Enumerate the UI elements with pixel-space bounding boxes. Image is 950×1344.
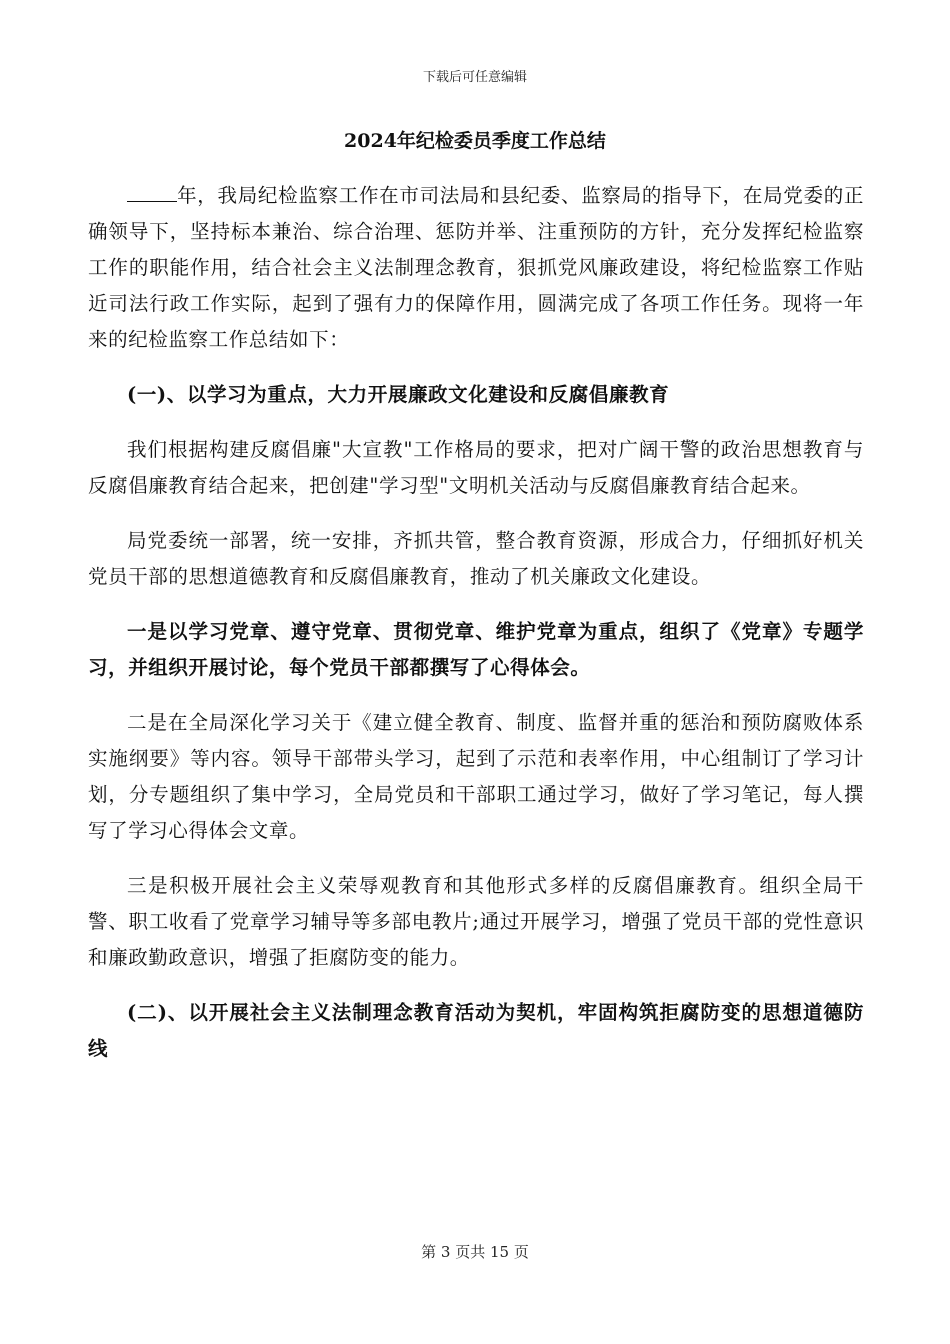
- paragraph-4-bold: 一是以学习党章、遵守党章、贯彻党章、维护党章为重点，组织了《党章》专题学习，并组织开展讨论，每个党员干部都撰写了心得体会。: [88, 620, 864, 679]
- page-footer: 第 3 页共 15 页: [421, 1243, 529, 1261]
- paragraph-3: 局党委统一部署，统一安排，齐抓共管，整合教育资源，形成合力，仔细抓好机关党员干部的思想道德教育和反腐倡廉教育，推动了机关廉政文化建设。: [88, 529, 864, 588]
- paragraph-5: 二是在全局深化学习关于《建立健全教育、制度、监督并重的惩治和预防腐败体系实施纲要》等内容。领导干部带头学习，起到了示范和表率作用，中心组制订了学习计划，分专题组织了集中学习，全局党员和干部职工通过学习，做好了学习笔记，每人撰写了学习心得体会文章。: [88, 711, 864, 842]
- paragraph-2: 我们根据构建反腐倡廉"大宣教"工作格局的要求，把对广阔干警的政治思想教育与反腐倡廉教育结合起来，把创建"学习型"文明机关活动与反腐倡廉教育结合起来。: [88, 438, 864, 497]
- document-body: [88, 178, 864, 1086]
- document-title: 2024年纪检委员季度工作总结: [344, 130, 606, 152]
- page-header: 下载后可任意编辑: [422, 70, 527, 85]
- fill-blank: [127, 181, 177, 202]
- section-heading-2: (二)、以开展社会主义法制理念教育活动为契机，牢固构筑拒腐防变的思想道德防线: [88, 1001, 864, 1060]
- intro-paragraph: [88, 178, 864, 358]
- paragraph-6: 三是积极开展社会主义荣辱观教育和其他形式多样的反腐倡廉教育。组织全局干警、职工收看了党章学习辅导等多部电教片;通过开展学习，增强了党员干部的党性意识和廉政勤政意识，增强了拒腐防变的能力。: [88, 874, 864, 969]
- intro-text: 年，我局纪检监察工作在市司法局和县纪委、监察局的指导下，在局党委的正确领导下，坚持标本兼治、综合治理、惩防并举、注重预防的方针，充分发挥纪检监察工作的职能作用，结合社会主义法制理念教育，狠抓党风廉政建设，将纪检监察工作贴近司法行政工作实际，起到了强有力的保障作用，圆满完成了各项工作任务。现将一年来的纪检监察工作总结如下：: [88, 184, 864, 351]
- section-heading-1: (一)、以学习为重点，大力开展廉政文化建设和反腐倡廉教育: [127, 383, 670, 406]
